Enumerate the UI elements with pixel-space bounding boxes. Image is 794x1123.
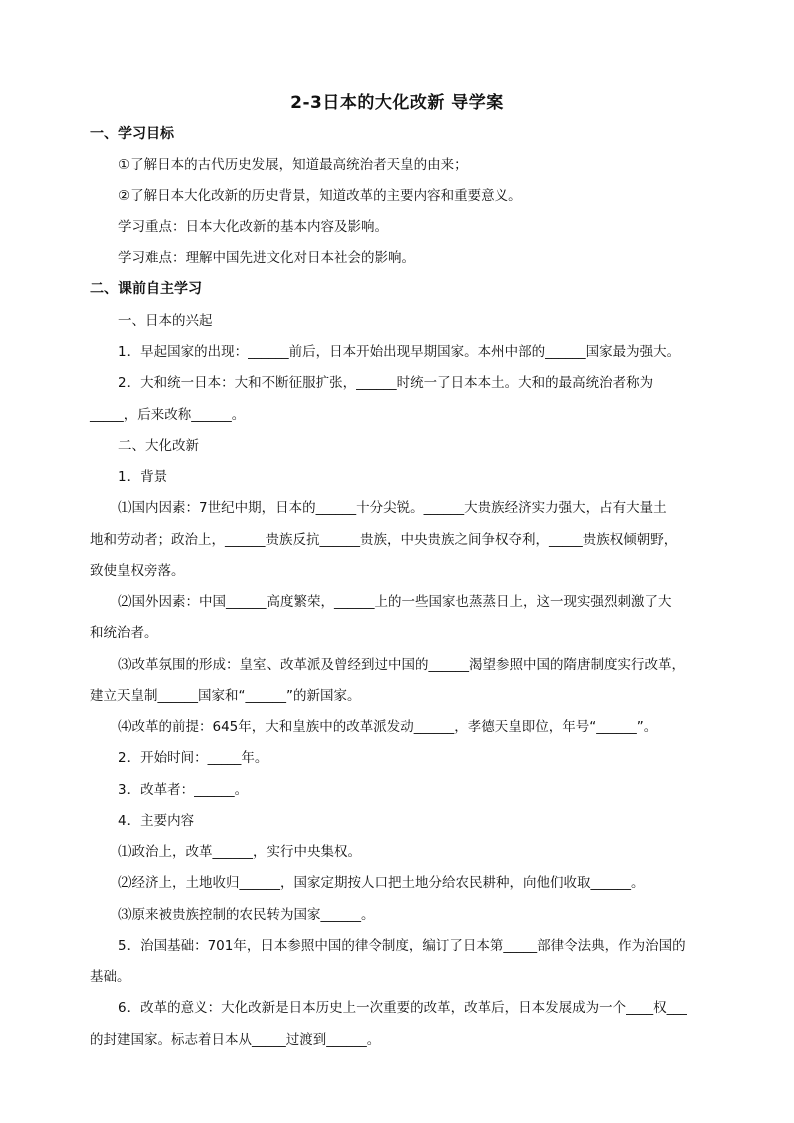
question-text: ⑴政治上，改革______，实行中央集权。 [118, 844, 361, 860]
question-text: 建立天皇制______国家和“______”的新国家。 [90, 688, 361, 704]
difficult-point: 学习难点：理解中国先进文化对日本社会的影响。 [118, 250, 415, 266]
question-text: 2．大和统一日本：大和不断征服扩张，______时统一了日本本土。大和的最高统治者称为 [118, 375, 654, 391]
objective-item: ②了解日本大化改新的历史背景，知道改革的主要内容和重要意义。 [118, 188, 522, 204]
question-text: ⑵经济上，土地收归______，国家定期按人口把土地分给农民耕种，向他们收取______。 [118, 875, 645, 891]
question-text: ⑶改革氛围的形成：皇室、改革派及曾经到过中国的______渴望参照中国的隋唐制度实行改革， [118, 657, 685, 673]
item-heading: 2．开始时间：_____年。 [118, 750, 269, 766]
section-heading: 一、学习目标 [90, 126, 174, 142]
item-heading: 1．背景 [118, 469, 168, 485]
item-heading: 4．主要内容 [118, 813, 195, 829]
question-text: 致使皇权旁落。 [90, 563, 185, 579]
question-text: 和统治者。 [90, 625, 158, 641]
question-text: ⑵国外因素：中国______高度繁荣，______上的一些国家也蒸蒸日上，这一现实强烈刺激了大 [118, 594, 672, 610]
question-text: ⑶原来被贵族控制的农民转为国家______。 [118, 907, 375, 923]
question-text: 基础。 [90, 969, 131, 985]
question-text: ⑷改革的前提：645年，大和皇族中的改革派发动______，孝德天皇即位，年号“______”。 [118, 719, 658, 735]
subsection-heading: 二、大化改新 [118, 438, 199, 454]
subsection-heading: 一、日本的兴起 [118, 313, 213, 329]
key-point: 学习重点：日本大化改新的基本内容及影响。 [118, 219, 388, 235]
question-text: ⑴国内因素：7世纪中期，日本的______十分尖锐。______大贵族经济实力强大，占有大量土 [118, 500, 667, 516]
section-heading: 二、课前自主学习 [90, 281, 202, 297]
question-text: 1．早起国家的出现：______前后，日本开始出现早期国家。本州中部的______国家最为强大。 [118, 344, 681, 360]
question-text: 5．治国基础：701年，日本参照中国的律令制度，编订了日本第_____部律令法典，作为治国的 [118, 938, 686, 954]
question-text: _____，后来改称______。 [90, 407, 246, 423]
question-text: 6．改革的意义：大化改新是日本历史上一次重要的改革，改革后，日本发展成为一个____权___ [118, 1000, 687, 1016]
question-text: 的封建国家。标志着日本从_____过渡到______。 [90, 1032, 381, 1048]
question-text: 地和劳动者；政治上，______贵族反抗______贵族，中央贵族之间争权夺利，_____贵族权倾朝野， [90, 532, 678, 548]
objective-item: ①了解日本的古代历史发展，知道最高统治者天皇的由来； [118, 157, 468, 173]
document-title: 2-3日本的大化改新 导学案 [290, 93, 504, 113]
item-heading: 3．改革者：______。 [118, 782, 249, 798]
